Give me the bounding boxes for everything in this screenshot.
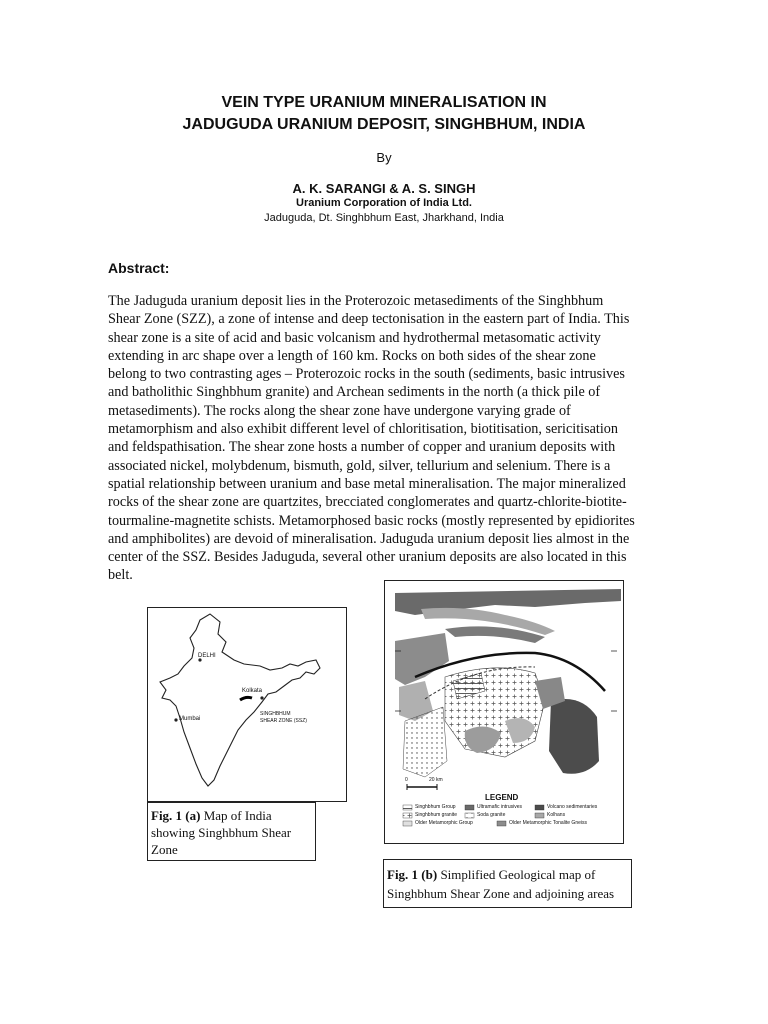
figure-a-caption-text: Map of India showing Singhbhum Shear Zone: [151, 808, 292, 857]
legend-title: LEGEND: [485, 793, 519, 802]
legend-item: Singhbhum granite: [415, 812, 457, 818]
figure-b-caption-text: Simplified Geological map of Singhbhum Shear Zone and adjoining areas: [387, 867, 615, 901]
label-delhi: DELHI: [198, 653, 216, 659]
label-ssz-line2: SHEAR ZONE (SSZ): [260, 718, 307, 724]
label-mumbai: Mumbai: [179, 716, 201, 722]
legend-item: Kolhans: [547, 812, 566, 818]
title-line-1: VEIN TYPE URANIUM MINERALISATION IN: [221, 94, 547, 111]
abstract-line: rocks of the shear zone are quartzites, brecciated conglomerates and quartz-chlorite-biotite-: [108, 494, 627, 511]
abstract-line: belong to two contrasting ages – Proterozoic rocks in the south (sediments, basic intrusives: [108, 366, 625, 383]
legend-item: Soda granite: [477, 812, 506, 818]
geological-map-figure: [384, 580, 624, 844]
abstract-line: and feldspathisation. The shear zone hosts a number of copper and uranium deposits with: [108, 439, 616, 456]
scale-zero: 0: [405, 777, 408, 783]
figure-b-caption-label: Fig. 1 (b): [387, 867, 438, 882]
abstract-line: tourmaline-magnetite schists. Metamorphosed basic rocks (mostly represented by epidiorites: [108, 512, 635, 529]
abstract-body: [108, 292, 670, 585]
abstract-line: metamorphism and also exhibit different level of chloritisation, biotitisation, sericitisation: [108, 421, 618, 438]
scale-label: 20 km: [429, 777, 443, 783]
india-map-outline: [148, 608, 346, 801]
legend-item: Older Metamorphic Group: [415, 820, 473, 826]
abstract-line: metasediments). The rocks along the shear zone have undergone varying grade of: [108, 402, 571, 419]
legend-item: Ultramafic intrusives: [477, 804, 523, 810]
abstract-line: shear zone is a site of acid and basic volcanism and hydrothermal metasomatic activity: [108, 329, 601, 346]
abstract-line: center of the SSZ. Besides Jaduguda, several other uranium deposits are also located in this: [108, 549, 627, 566]
abstract-line: associated nickel, molybdenum, bismuth, gold, silver, tellurium and selenium. There is a: [108, 457, 611, 474]
address: Jaduguda, Dt. Singhbhum East, Jharkhand, India: [264, 212, 504, 224]
authors: A. K. SARANGI & A. S. SINGH: [292, 181, 476, 196]
legend-item: Volcano sedimentaries: [547, 804, 598, 810]
figure-a-caption: [147, 802, 316, 861]
by-line: By: [376, 150, 392, 165]
figure-b-caption: [383, 859, 632, 908]
legend-item: Older Metamorphic Tonalite Gneiss: [509, 820, 587, 826]
abstract-line: The Jaduguda uranium deposit lies in the Proterozoic metasediments of the Singhbhum: [108, 293, 604, 309]
abstract-line: spatial relationship between uranium and base metal mineralisation. The major mineralized: [108, 475, 626, 492]
abstract-line: belt.: [108, 567, 133, 584]
label-ssz-line1: SINGHBHUM: [260, 711, 291, 717]
abstract-line: extending in arc shape over a length of 160 km. Rocks on both sides of the shear zone: [108, 347, 596, 364]
legend-item: Singhbhum Group: [415, 804, 456, 810]
organization: Uranium Corporation of India Ltd.: [296, 197, 472, 209]
figure-a-caption-label: Fig. 1 (a): [151, 808, 201, 823]
abstract-heading: Abstract:: [108, 260, 170, 276]
india-map-figure: [147, 607, 347, 802]
abstract-line: Shear Zone (SZZ), a zone of intense and deep tectonisation in the eastern part of India. This: [108, 311, 630, 328]
title-line-2: JADUGUDA URANIUM DEPOSIT, SINGHBHUM, INDIA: [182, 116, 586, 133]
label-kolkata: Kolkata: [242, 688, 263, 694]
paper-title: [0, 92, 768, 136]
abstract-line: and batholithic Singhbhum granite) and Archean sediments in the north (a thick pile of: [108, 384, 601, 401]
abstract-line: and amphibolites) are devoid of mineralisation. Jaduguda uranium deposit lies almost in the: [108, 530, 630, 547]
